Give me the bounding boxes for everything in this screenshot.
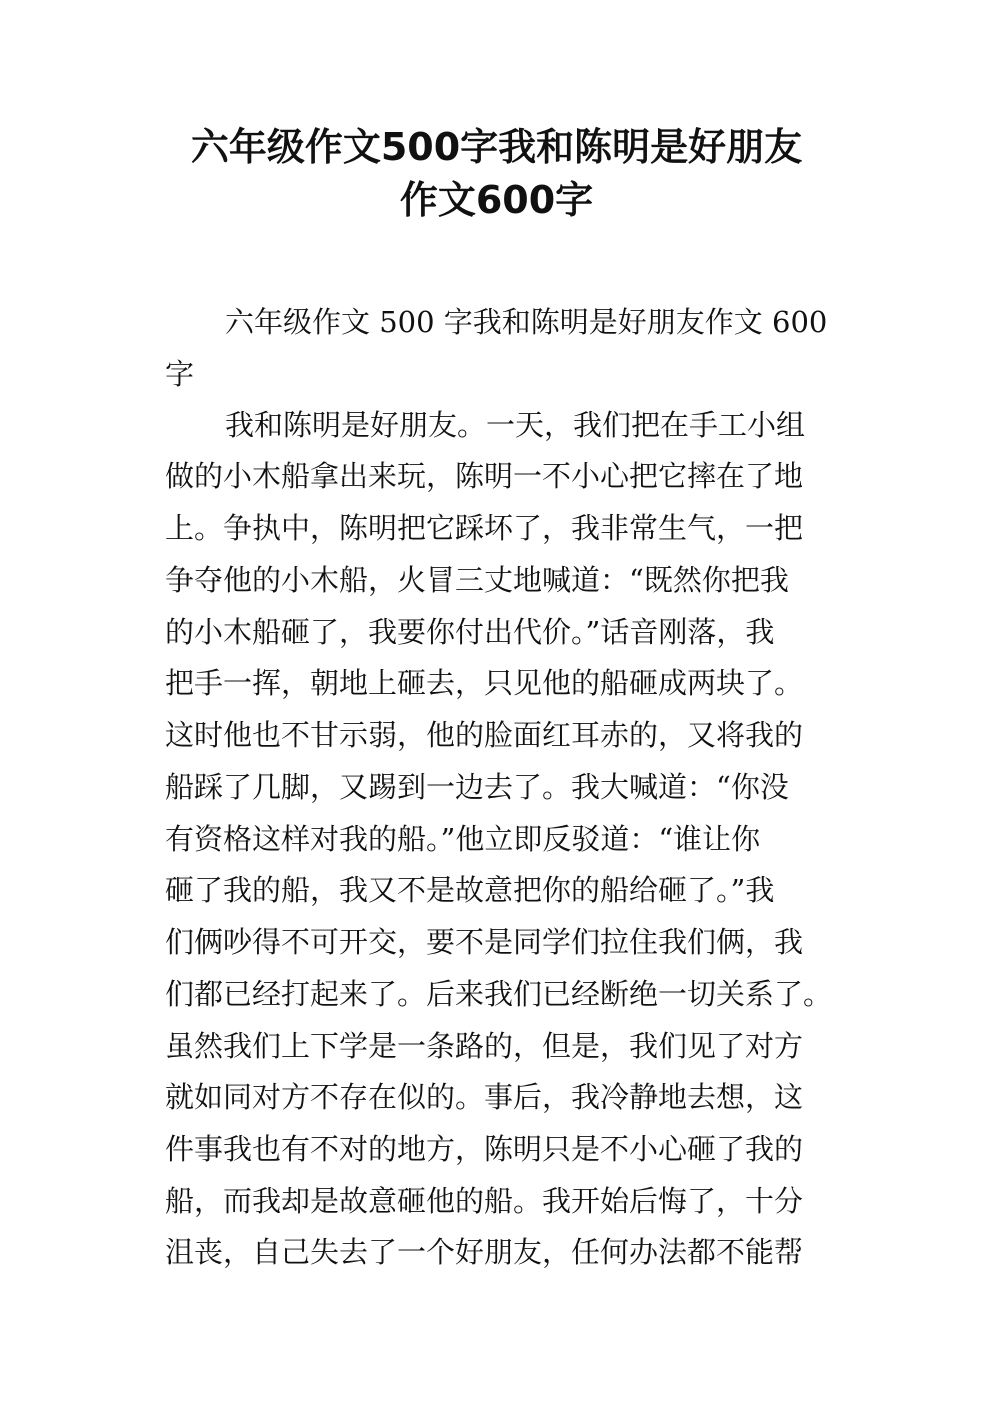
body-line: 件事我也有不对的地方，陈明只是不小心砸了我的 <box>165 1132 804 1166</box>
body-line: 虽然我们上下学是一条路的，但是，我们见了对方 <box>165 1029 804 1063</box>
body-line: 字 <box>165 357 195 391</box>
body-line: 六年级作文 500 字我和陈明是好朋友作文 600 <box>225 305 828 339</box>
body-line: 们都已经打起来了。后来我们已经断绝一切关系了。 <box>165 977 833 1011</box>
body-line: 这时他也不甘示弱，他的脸面红耳赤的，又将我的 <box>165 718 804 752</box>
body-line: 船，而我却是故意砸他的船。我开始后悔了，十分 <box>165 1184 804 1218</box>
body-line: 做的小木船拿出来玩，陈明一不小心把它摔在了地 <box>165 459 804 493</box>
document-title-line-2: 作文600字 <box>399 178 594 222</box>
body-line: 把手一挥，朝地上砸去，只见他的船砸成两块了。 <box>165 666 804 700</box>
body-line: 就如同对方不存在似的。事后，我冷静地去想，这 <box>165 1080 804 1114</box>
body-line: 争夺他的小木船，火冒三丈地喊道：“既然你把我 <box>165 563 789 597</box>
body-line: 沮丧，自己失去了一个好朋友，任何办法都不能帮 <box>165 1235 804 1269</box>
body-line: 我和陈明是好朋友。一天，我们把在手工小组 <box>225 408 806 442</box>
body-line: 的小木船砸了，我要你付出代价。”话音刚落，我 <box>165 615 775 649</box>
body-line: 们俩吵得不可开交，要不是同学们拉住我们俩，我 <box>165 925 804 959</box>
body-line: 有资格这样对我的船。”他立即反驳道：“谁让你 <box>165 822 761 856</box>
body-line: 船踩了几脚，又踢到一边去了。我大喊道：“你没 <box>165 770 789 804</box>
body-line: 砸了我的船，我又不是故意把你的船给砸了。”我 <box>165 873 775 907</box>
body-line: 上。争执中，陈明把它踩坏了，我非常生气，一把 <box>165 511 804 545</box>
document-title-line-1: 六年级作文500字我和陈明是好朋友 <box>190 125 803 169</box>
